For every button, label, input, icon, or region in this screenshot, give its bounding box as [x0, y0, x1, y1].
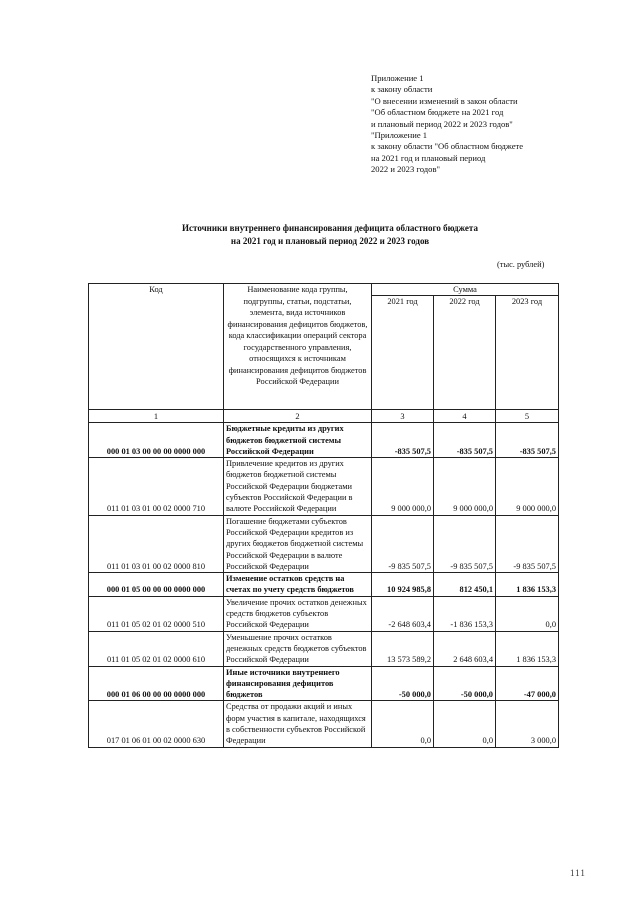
appendix-line: "О внесении изменений в закон области [371, 95, 518, 106]
appendix-line: к закону области [371, 84, 433, 95]
row-value-2021: 13 573 589,2 [372, 631, 434, 666]
row-value-2022: 0,0 [434, 701, 496, 747]
row-value-2021: 0,0 [372, 701, 434, 747]
row-code: 017 01 06 01 00 02 0000 630 [89, 701, 224, 747]
row-name: Погашение бюджетами субъектов Российской Федерации кредитов из других бюджетов бюджетной системы Российской Федерации в валюте Российской Федерации [224, 515, 372, 572]
row-value-2023: 1 836 153,3 [496, 573, 559, 597]
table-row [89, 701, 559, 747]
row-code: 000 01 03 00 00 00 0000 000 [89, 423, 224, 458]
row-value-2022: 9 000 000,0 [434, 458, 496, 515]
row-value-2022: 2 648 603,4 [434, 631, 496, 666]
table-row [89, 596, 559, 631]
document-title [100, 222, 560, 248]
appendix-line: Приложение 1 [371, 73, 424, 83]
table-row [89, 631, 559, 666]
title-line-1: Источники внутреннего финансирования дефицита областного бюджета [182, 223, 478, 233]
row-code: 011 01 05 02 01 02 0000 510 [89, 596, 224, 631]
header-sum: Сумма [372, 284, 559, 296]
row-value-2022: -9 835 507,5 [434, 515, 496, 572]
column-index: 2 [224, 410, 372, 423]
header-2023: 2023 год [496, 296, 559, 410]
row-value-2022: 812 450,1 [434, 573, 496, 597]
row-code: 000 01 05 00 00 00 0000 000 [89, 573, 224, 597]
appendix-line: к закону области "Об областном бюджете [371, 141, 524, 152]
header-row [89, 284, 559, 296]
row-value-2021: -9 835 507,5 [372, 515, 434, 572]
column-index: 3 [372, 410, 434, 423]
header-code: Код [89, 284, 224, 410]
row-value-2021: -2 648 603,4 [372, 596, 434, 631]
row-value-2021: 9 000 000,0 [372, 458, 434, 515]
row-code: 011 01 05 02 01 02 0000 610 [89, 631, 224, 666]
page-number: 111 [570, 868, 586, 878]
appendix-line: "Приложение 1 [371, 130, 428, 141]
table-row [89, 515, 559, 572]
column-index: 4 [434, 410, 496, 423]
row-value-2023: -835 507,5 [496, 423, 559, 458]
column-index: 5 [496, 410, 559, 423]
header-2021: 2021 год [372, 296, 434, 410]
appendix-line: "Об областном бюджете на 2021 год [371, 107, 504, 118]
table-row [89, 573, 559, 597]
row-value-2021: 10 924 985,8 [372, 573, 434, 597]
units-label: (тыс. рублей) [497, 260, 545, 269]
row-value-2023: 9 000 000,0 [496, 458, 559, 515]
appendix-line: и плановый период 2022 и 2023 годов" [371, 118, 513, 129]
row-value-2023: -9 835 507,5 [496, 515, 559, 572]
appendix-header [371, 73, 611, 176]
table-row [89, 666, 559, 701]
appendix-line: 2022 и 2023 годов" [371, 164, 441, 175]
row-value-2023: 0,0 [496, 596, 559, 631]
header-2022: 2022 год [434, 296, 496, 410]
row-value-2023: 3 000,0 [496, 701, 559, 747]
row-name: Бюджетные кредиты из других бюджетов бюджетной системы Российской Федерации [224, 423, 372, 458]
column-index-row [89, 410, 559, 423]
appendix-line: на 2021 год и плановый период [371, 152, 486, 163]
table-row [89, 458, 559, 515]
row-name: Изменение остатков средств на счетах по учету средств бюджетов [224, 573, 372, 597]
row-value-2023: 1 836 153,3 [496, 631, 559, 666]
row-value-2021: -50 000,0 [372, 666, 434, 701]
row-value-2021: -835 507,5 [372, 423, 434, 458]
row-value-2022: -1 836 153,3 [434, 596, 496, 631]
row-value-2022: -50 000,0 [434, 666, 496, 701]
row-name: Иные источники внутреннего финансирования дефицитов бюджетов [224, 666, 372, 701]
row-name: Уменьшение прочих остатков денежных средств бюджетов субъектов Российской Федерации [224, 631, 372, 666]
column-index: 1 [89, 410, 224, 423]
row-name: Средства от продажи акций и иных форм участия в капитале, находящихся в собственности субъектов Российской Федерации [224, 701, 372, 747]
row-code: 000 01 06 00 00 00 0000 000 [89, 666, 224, 701]
financing-sources-table [88, 283, 559, 748]
row-value-2023: -47 000,0 [496, 666, 559, 701]
table-row [89, 423, 559, 458]
row-name: Привлечение кредитов из других бюджетов бюджетной системы Российской Федерации бюджетами субъектов Российской Федерации в валюте Российской Федерации [224, 458, 372, 515]
row-code: 011 01 03 01 00 02 0000 810 [89, 515, 224, 572]
row-value-2022: -835 507,5 [434, 423, 496, 458]
title-line-2: на 2021 год и плановый период 2022 и 2023 годов [230, 236, 430, 246]
row-name: Увеличение прочих остатков денежных средств бюджетов субъектов Российской Федерации [224, 596, 372, 631]
header-name: Наименование кода группы, подгруппы, статьи, подстатьи, элемента, вида источников финансирования дефицитов бюджетов, кода классификации операций сектора государственного управления, относящихся к источникам финансирования дефицитов бюджетов Российской Федерации [224, 284, 372, 410]
row-code: 011 01 03 01 00 02 0000 710 [89, 458, 224, 515]
